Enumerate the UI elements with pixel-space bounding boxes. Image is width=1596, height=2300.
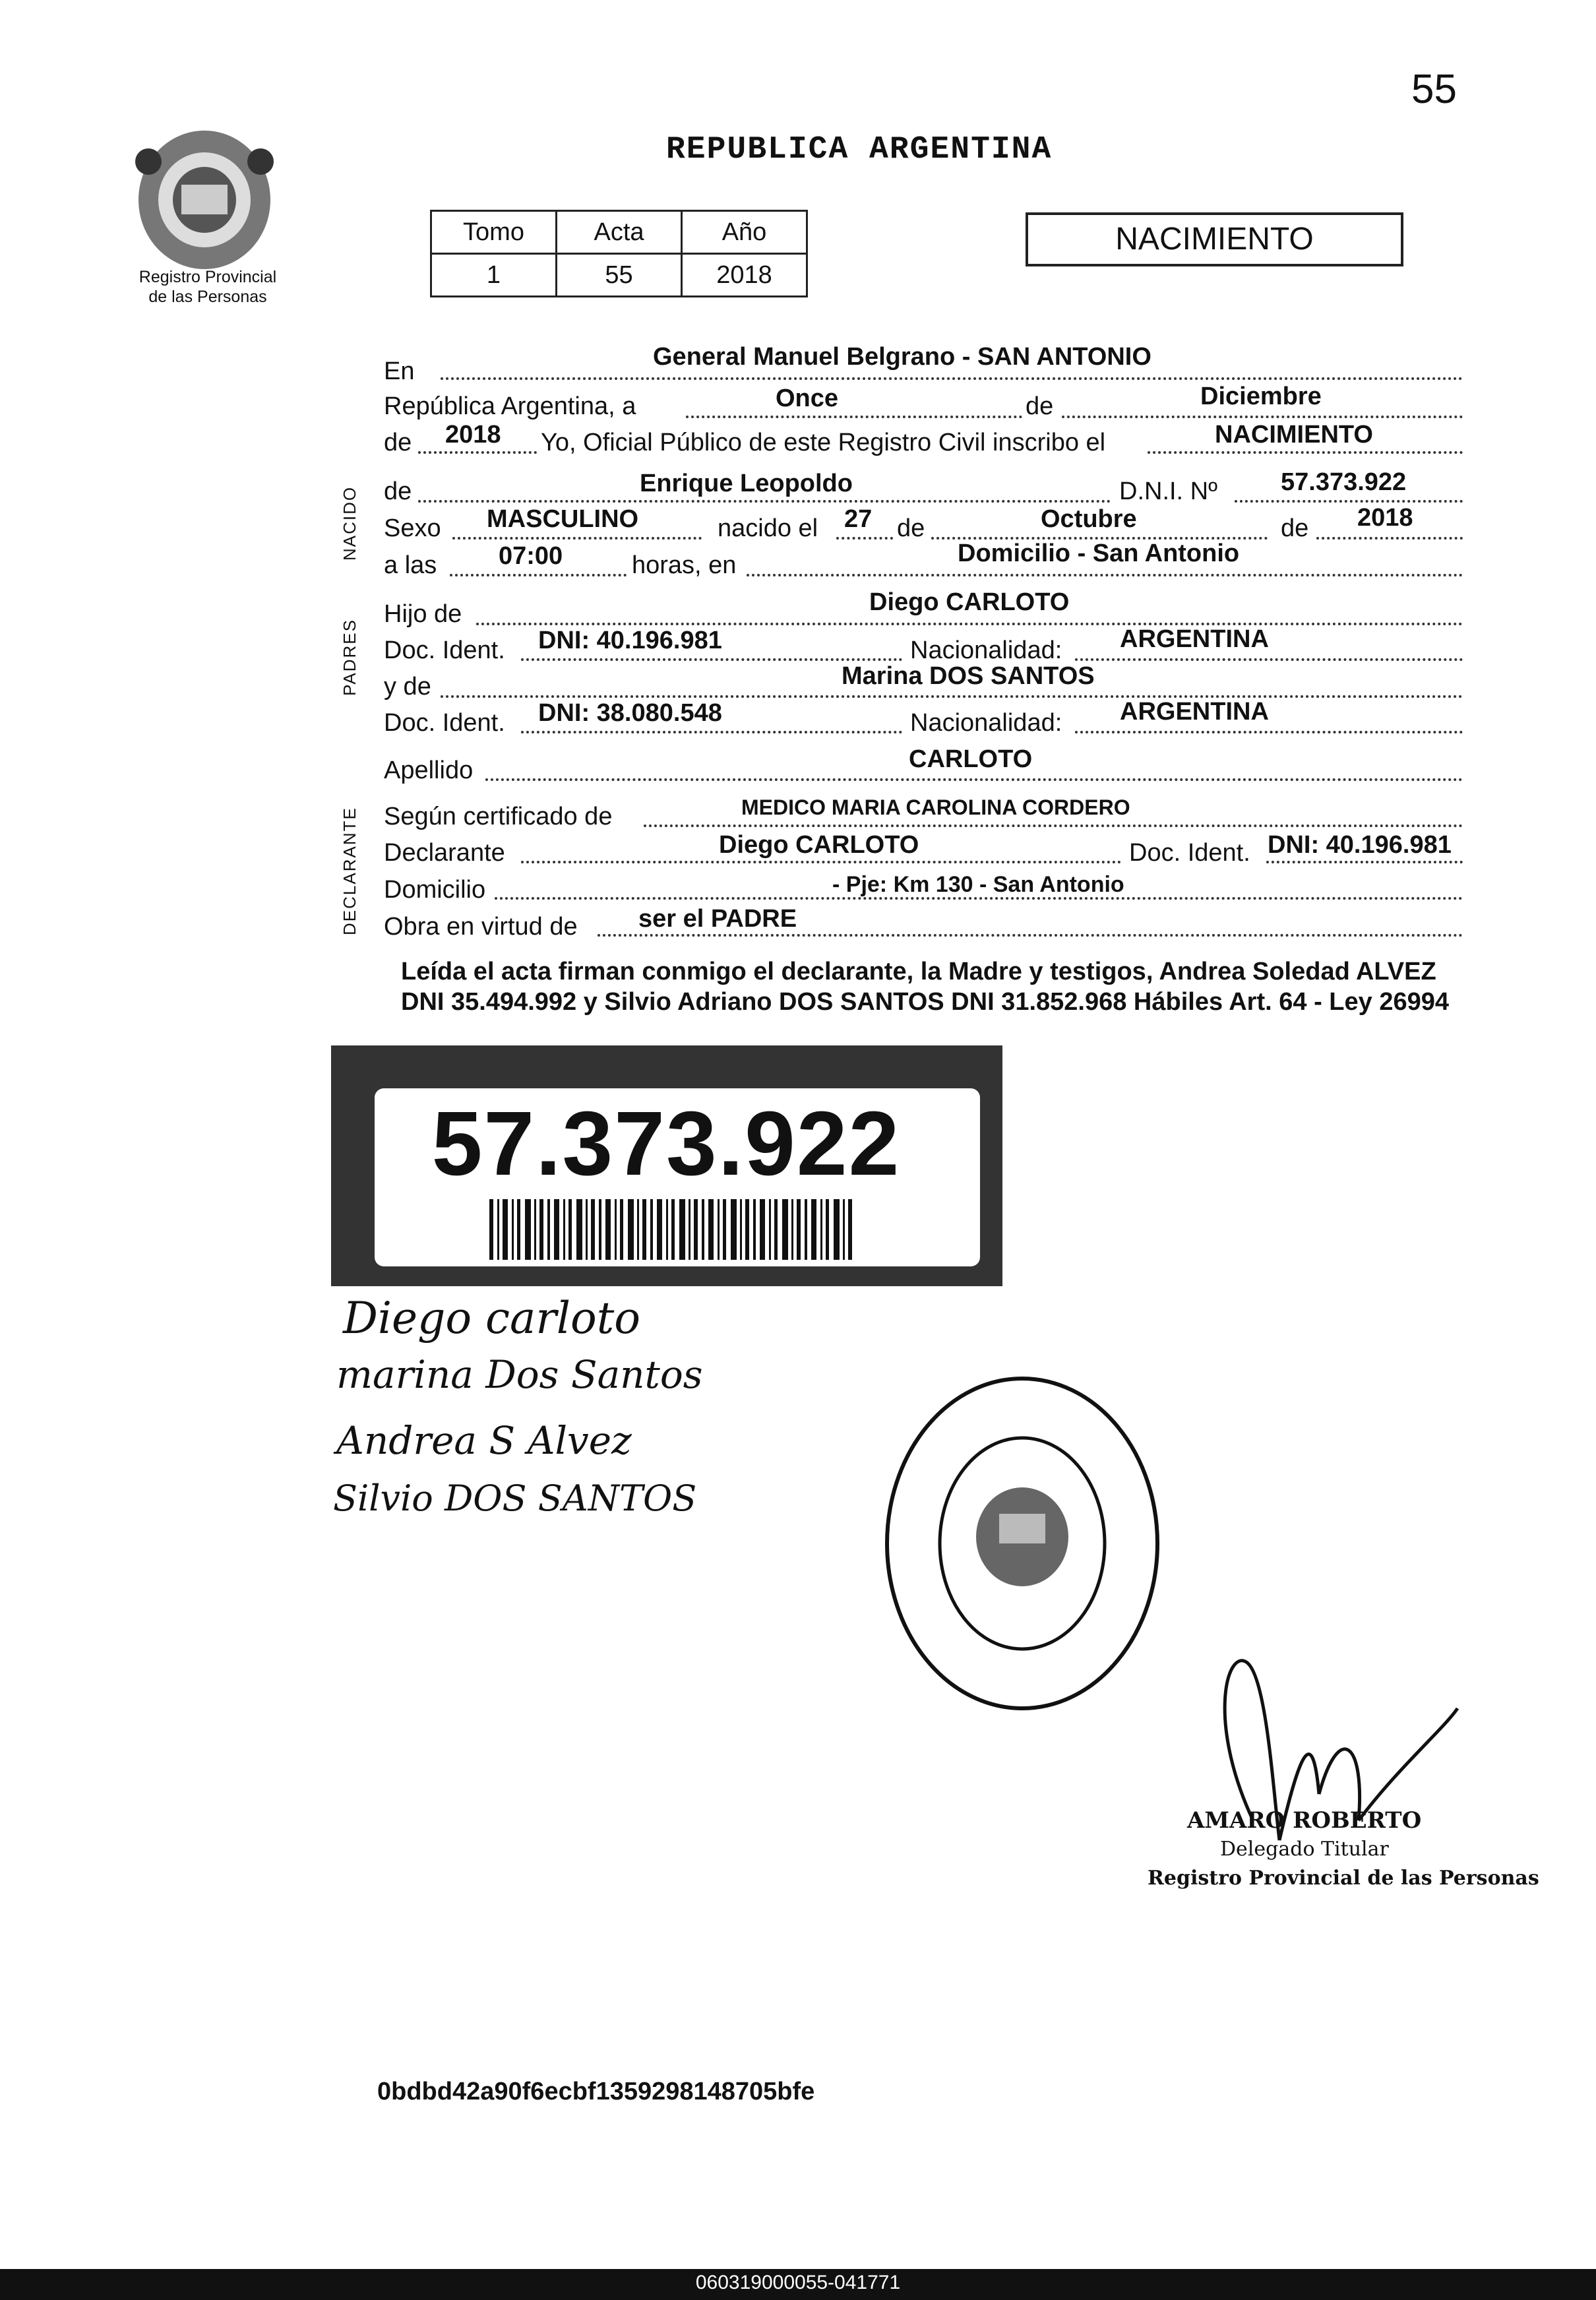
dni-card-number: 57.373.922 [431,1093,901,1195]
republica-label: República Argentina, a [384,392,636,420]
en-label: En [384,357,415,385]
doc-label: Doc. Ident. [384,709,505,737]
dotted-line [485,778,1463,781]
birth-year-value: 2018 [1357,504,1413,532]
nacionalidad-label: Nacionalidad: [910,709,1062,737]
declarant-doc-value: DNI: 40.196.981 [1268,831,1452,859]
signature-mother: marina Dos Santos [336,1352,703,1397]
document-hash: 0bdbd42a90f6ecbf1359298148705bfe [377,2078,815,2105]
dotted-line [450,574,627,576]
official-organization: Registro Provincial de las Personas [1148,1867,1539,1890]
sex-value: MASCULINO [487,505,639,533]
dotted-line [1075,658,1463,661]
dotted-line [1266,861,1463,863]
de-label: de [384,478,412,505]
father-doc-value: DNI: 40.196.981 [538,627,722,654]
surname-value: CARLOTO [909,745,1033,773]
month-value: Diciembre [1200,383,1322,410]
doc-label: Doc. Ident. [384,637,505,664]
barcode-image [489,1199,855,1260]
domicilio-label: Domicilio [384,876,486,904]
year-label: de [384,429,412,456]
father-name-value: Diego CARLOTO [869,588,1070,616]
official-signature-scribble [1148,1623,1477,1873]
table-cell-acta: 55 [557,254,682,297]
official-name: AMARO ROBERTO [1187,1807,1422,1834]
page-title: REPUBLICA ARGENTINA [666,132,1053,168]
declarante-label: Declarante [384,839,505,867]
birth-place-value: Domicilio - San Antonio [958,540,1240,567]
signature-witness-2: Silvio DOS SANTOS [333,1477,697,1519]
dotted-line [1235,500,1463,503]
year-value: 2018 [445,421,501,449]
nacido-label: nacido el [718,514,818,542]
dotted-line [452,537,702,540]
child-name-value: Enrique Leopoldo [640,470,853,497]
dotted-line [1148,451,1463,454]
dotted-line [598,934,1463,937]
official-role: Delegado Titular [1220,1838,1389,1861]
section-label-declarante: DECLARANTE [340,807,359,935]
de-label: de [1281,514,1309,542]
dotted-line [747,574,1463,576]
dotted-line [1075,731,1463,733]
day-value: Once [776,385,839,412]
signature-witness-1: Andrea S Alvez [336,1418,632,1463]
dotted-line [836,537,893,540]
dotted-line [686,416,1022,418]
de-label: de [1026,392,1054,420]
hijo-label: Hijo de [384,600,462,628]
footer-code: 060319000055-041771 [695,2272,901,2293]
dotted-line [1316,537,1463,540]
registry-table [430,210,808,297]
place-value: General Manuel Belgrano - SAN ANTONIO [653,343,1151,371]
dotted-line [521,731,902,733]
dotted-line [521,658,902,661]
closing-paragraph: Leída el acta firman conmigo el declarante, la Madre y testigos, Andrea Soledad ALVEZ DNI 35.494.992 y Silvio Adriano DOS SANTOS DNI 31.852.968 Hábiles Art. 64 - Ley 26994 [401,958,1449,1016]
dotted-line [476,623,1463,625]
birth-time-value: 07:00 [499,542,563,570]
nacionalidad-label: Nacionalidad: [910,637,1062,664]
cert-label: Según certificado de [384,803,613,830]
section-label-nacido: NACIDO [340,485,359,561]
obra-label: Obra en virtud de [384,913,578,941]
birth-day-value: 27 [844,505,873,533]
doc-label: Doc. Ident. [1129,839,1250,867]
de-label: de [897,514,925,542]
reason-value: ser el PADRE [638,905,797,933]
officer-text: Yo, Oficial Público de este Registro Civil inscribo el [541,429,1106,456]
official-seal-stamp [877,1372,1167,1715]
mother-nationality-value: ARGENTINA [1120,698,1269,726]
horas-label: horas, en [632,551,737,579]
sexo-label: Sexo [384,514,441,542]
logo-caption [112,267,303,307]
dotted-line [1062,416,1463,418]
dotted-line [441,377,1463,380]
table-header-tomo: Tomo [431,211,557,254]
page-number: 55 [1411,67,1457,112]
mother-name-value: Marina DOS SANTOS [842,662,1095,690]
a-las-label: a las [384,551,437,579]
dotted-line [418,500,1111,503]
act-type-value: NACIMIENTO [1215,421,1373,449]
declarant-name-value: Diego CARLOTO [719,831,919,859]
dotted-line [644,824,1463,827]
logo-caption-line-2: de las Personas [148,288,267,306]
dotted-line [418,451,537,454]
y-de-label: y de [384,673,431,700]
logo-caption-line-1: Registro Provincial [138,268,277,286]
child-dni-value: 57.373.922 [1281,468,1407,496]
father-nationality-value: ARGENTINA [1120,625,1269,653]
apellido-label: Apellido [384,757,474,784]
dotted-line [521,861,1121,863]
certificate-value: MEDICO MARIA CAROLINA CORDERO [741,795,1130,819]
table-cell-tomo: 1 [431,254,557,297]
mother-doc-value: DNI: 38.080.548 [538,699,722,727]
table-header-acta: Acta [557,211,682,254]
table-cell-ano: 2018 [682,254,807,297]
table-header-ano: Año [682,211,807,254]
birth-month-value: Octubre [1041,505,1137,533]
address-value: - Pje: Km 130 - San Antonio [832,872,1124,897]
signature-father: Diego carloto [343,1293,641,1344]
province-coat-of-arms-logo [129,122,280,274]
record-type-box: NACIMIENTO [1026,212,1403,266]
dotted-line [441,695,1463,698]
dni-label: D.N.I. Nº [1119,478,1217,505]
section-label-padres: PADRES [340,619,359,696]
